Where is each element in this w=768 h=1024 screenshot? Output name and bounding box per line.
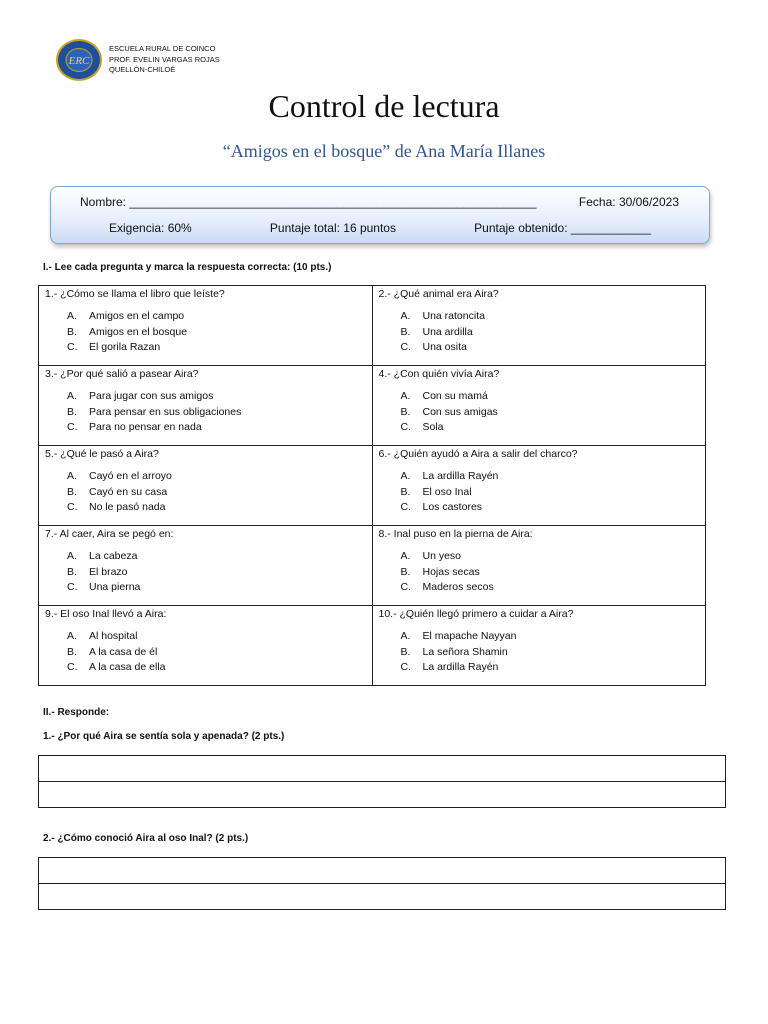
option-letter: A. bbox=[400, 630, 411, 642]
option-text: El oso Inal bbox=[422, 485, 472, 498]
option-letter: B. bbox=[67, 485, 77, 498]
school-header bbox=[55, 38, 220, 82]
answer-option[interactable] bbox=[401, 389, 700, 405]
name-field[interactable]: Nombre: _____________________________________________________________ bbox=[80, 195, 537, 209]
table-row bbox=[39, 606, 706, 686]
page-subtitle: “Amigos en el bosque” de Ana María Illanes bbox=[222, 141, 546, 161]
answer-line[interactable] bbox=[39, 756, 725, 781]
option-letter: A. bbox=[67, 310, 77, 322]
option-letter: A. bbox=[400, 470, 411, 482]
options-list bbox=[401, 389, 700, 436]
option-text: Cayó en su casa bbox=[89, 485, 168, 498]
option-text: Para jugar con sus amigos bbox=[89, 390, 214, 402]
question-text: 10.- ¿Quién llegó primero a cuidar a Aira? bbox=[378, 608, 574, 620]
answer-option[interactable] bbox=[67, 645, 366, 661]
answer-option[interactable] bbox=[401, 469, 700, 485]
option-letter: C. bbox=[67, 421, 78, 433]
question-cell bbox=[39, 366, 373, 446]
answer-option[interactable] bbox=[67, 469, 366, 485]
question-text: 3.- ¿Por qué salió a pasear Aira? bbox=[45, 368, 199, 380]
answer-option[interactable] bbox=[67, 389, 366, 405]
date-label: Fecha: 30/06/2023 bbox=[578, 195, 679, 209]
answer-box-1[interactable] bbox=[38, 755, 726, 808]
answer-option[interactable] bbox=[67, 309, 366, 325]
answer-option[interactable] bbox=[67, 340, 366, 356]
option-text: La señora Shamin bbox=[422, 645, 508, 658]
option-text: A la casa de él bbox=[89, 645, 158, 658]
options-list bbox=[401, 309, 700, 356]
option-text: Una osita bbox=[422, 341, 467, 353]
question-text: 9.- El oso Inal llevó a Aira: bbox=[45, 608, 167, 620]
answer-option[interactable] bbox=[401, 420, 700, 436]
option-letter: C. bbox=[400, 661, 411, 673]
question-text: 1.- ¿Cómo se llama el libro que leíste? bbox=[45, 288, 225, 300]
open-question-1: 1.- ¿Por qué Aira se sentía sola y apenada? (2 pts.) bbox=[43, 731, 285, 742]
table-row bbox=[39, 446, 706, 526]
option-letter: B. bbox=[67, 405, 77, 418]
option-letter: C. bbox=[400, 341, 411, 353]
question-cell bbox=[39, 606, 373, 686]
requirement-label: Exigencia: 60% bbox=[109, 221, 192, 235]
option-text: Sola bbox=[422, 421, 444, 433]
school-location: QUELLÓN-CHILOÉ bbox=[109, 65, 176, 75]
answer-box-2[interactable] bbox=[38, 857, 726, 910]
question-cell bbox=[372, 366, 706, 446]
answer-option[interactable] bbox=[401, 565, 700, 581]
option-text: A la casa de ella bbox=[89, 661, 166, 673]
option-text: Para pensar en sus obligaciones bbox=[89, 405, 242, 418]
answer-option[interactable] bbox=[67, 660, 366, 676]
student-info-box bbox=[50, 186, 710, 244]
question-cell bbox=[372, 446, 706, 526]
page-title: Control de lectura bbox=[268, 88, 500, 124]
option-text: Con su mamá bbox=[422, 390, 488, 402]
option-text: Una ardilla bbox=[422, 325, 473, 338]
table-row bbox=[39, 286, 706, 366]
option-letter: B. bbox=[400, 325, 411, 338]
answer-option[interactable] bbox=[401, 500, 700, 516]
answer-option[interactable] bbox=[67, 549, 366, 565]
answer-option[interactable] bbox=[67, 629, 366, 645]
options-list bbox=[67, 629, 366, 676]
obtained-score-field[interactable]: Puntaje obtenido: ____________ bbox=[474, 221, 651, 235]
question-cell bbox=[39, 286, 373, 366]
answer-option[interactable] bbox=[67, 580, 366, 596]
option-letter: A. bbox=[67, 630, 77, 642]
question-text: 4.- ¿Con quién vivía Aira? bbox=[378, 368, 500, 380]
option-letter: C. bbox=[67, 661, 78, 673]
option-letter: B. bbox=[67, 325, 77, 338]
option-letter: C. bbox=[400, 421, 411, 433]
table-row bbox=[39, 366, 706, 446]
option-text: Con sus amigas bbox=[422, 405, 498, 418]
options-list bbox=[401, 469, 700, 516]
option-text: Un yeso bbox=[422, 550, 462, 562]
option-letter: C. bbox=[400, 501, 411, 513]
answer-option[interactable] bbox=[401, 645, 700, 661]
option-letter: C. bbox=[67, 341, 78, 353]
question-cell bbox=[39, 526, 373, 606]
option-text: El brazo bbox=[89, 565, 128, 578]
option-letter: B. bbox=[400, 485, 411, 498]
option-text: Para no pensar en nada bbox=[89, 421, 202, 433]
option-text: El gorila Razan bbox=[89, 341, 161, 353]
answer-option[interactable] bbox=[67, 485, 366, 501]
option-text: Maderos secos bbox=[422, 581, 494, 593]
open-question-2: 2.- ¿Cómo conoció Aira al oso Inal? (2 pts.) bbox=[43, 833, 249, 844]
school-seal-icon bbox=[55, 38, 103, 82]
answer-option[interactable] bbox=[67, 565, 366, 581]
option-text: No le pasó nada bbox=[89, 501, 166, 513]
option-text: El mapache Nayyan bbox=[422, 630, 517, 642]
questions-table bbox=[38, 285, 706, 686]
answer-option[interactable] bbox=[67, 500, 366, 516]
question-text: 5.- ¿Qué le pasó a Aira? bbox=[45, 448, 159, 460]
question-cell bbox=[372, 526, 706, 606]
answer-line[interactable] bbox=[39, 858, 725, 883]
options-list bbox=[67, 309, 366, 356]
option-letter: A. bbox=[400, 550, 411, 562]
option-letter: B. bbox=[400, 645, 411, 658]
option-letter: A. bbox=[67, 550, 77, 562]
option-text: Cayó en el arroyo bbox=[89, 470, 172, 482]
option-letter: A. bbox=[67, 470, 77, 482]
option-letter: C. bbox=[67, 581, 78, 593]
answer-option[interactable] bbox=[67, 325, 366, 341]
teacher-name: PROF. EVELIN VARGAS ROJAS bbox=[109, 54, 220, 64]
answer-option[interactable] bbox=[401, 309, 700, 325]
option-text: La ardilla Rayén bbox=[422, 661, 499, 673]
option-text: Una pierna bbox=[89, 581, 141, 593]
answer-option[interactable] bbox=[401, 660, 700, 676]
answer-option[interactable] bbox=[401, 340, 700, 356]
answer-option[interactable] bbox=[67, 420, 366, 436]
option-letter: B. bbox=[67, 565, 77, 578]
answer-option[interactable] bbox=[401, 405, 700, 421]
answer-line[interactable] bbox=[39, 883, 725, 909]
option-letter: B. bbox=[400, 565, 411, 578]
question-text: 6.- ¿Quién ayudó a Aira a salir del charco? bbox=[378, 448, 578, 460]
options-list bbox=[67, 389, 366, 436]
school-name: ESCUELA RURAL DE COINCO bbox=[109, 44, 216, 54]
option-letter: C. bbox=[400, 581, 411, 593]
answer-option[interactable] bbox=[401, 580, 700, 596]
option-text: La ardilla Rayén bbox=[422, 470, 499, 482]
answer-option[interactable] bbox=[401, 629, 700, 645]
question-text: 2.- ¿Qué animal era Aira? bbox=[378, 288, 499, 300]
answer-option[interactable] bbox=[401, 485, 700, 501]
answer-option[interactable] bbox=[67, 405, 366, 421]
option-letter: B. bbox=[400, 405, 411, 418]
section-1-heading: I.- Lee cada pregunta y marca la respuesta correcta: (10 pts.) bbox=[43, 262, 332, 273]
options-list bbox=[67, 549, 366, 596]
options-list bbox=[67, 469, 366, 516]
table-row bbox=[39, 526, 706, 606]
logo-letters: ERC bbox=[68, 55, 90, 67]
option-letter: B. bbox=[67, 645, 77, 658]
question-cell bbox=[372, 606, 706, 686]
question-text: 8.- Inal puso en la pierna de Aira: bbox=[378, 528, 533, 540]
option-text: Amigos en el bosque bbox=[89, 325, 188, 338]
option-letter: A. bbox=[67, 390, 77, 402]
options-list bbox=[401, 629, 700, 676]
answer-option[interactable] bbox=[401, 325, 700, 341]
option-text: Amigos en el campo bbox=[89, 310, 185, 322]
option-letter: C. bbox=[67, 501, 78, 513]
total-score-label: Puntaje total: 16 puntos bbox=[269, 221, 396, 235]
question-text: 7.- Al caer, Aira se pegó en: bbox=[45, 528, 174, 540]
option-text: La cabeza bbox=[89, 550, 138, 562]
answer-line[interactable] bbox=[39, 781, 725, 807]
answer-option[interactable] bbox=[401, 549, 700, 565]
option-text: Una ratoncita bbox=[422, 310, 485, 322]
question-cell bbox=[39, 446, 373, 526]
option-text: Los castores bbox=[422, 501, 483, 513]
question-cell bbox=[372, 286, 706, 366]
option-letter: A. bbox=[400, 310, 411, 322]
option-letter: A. bbox=[400, 390, 411, 402]
options-list bbox=[401, 549, 700, 596]
section-2-heading: II.- Responde: bbox=[43, 707, 110, 718]
option-text: Al hospital bbox=[89, 630, 138, 642]
option-text: Hojas secas bbox=[422, 565, 480, 578]
